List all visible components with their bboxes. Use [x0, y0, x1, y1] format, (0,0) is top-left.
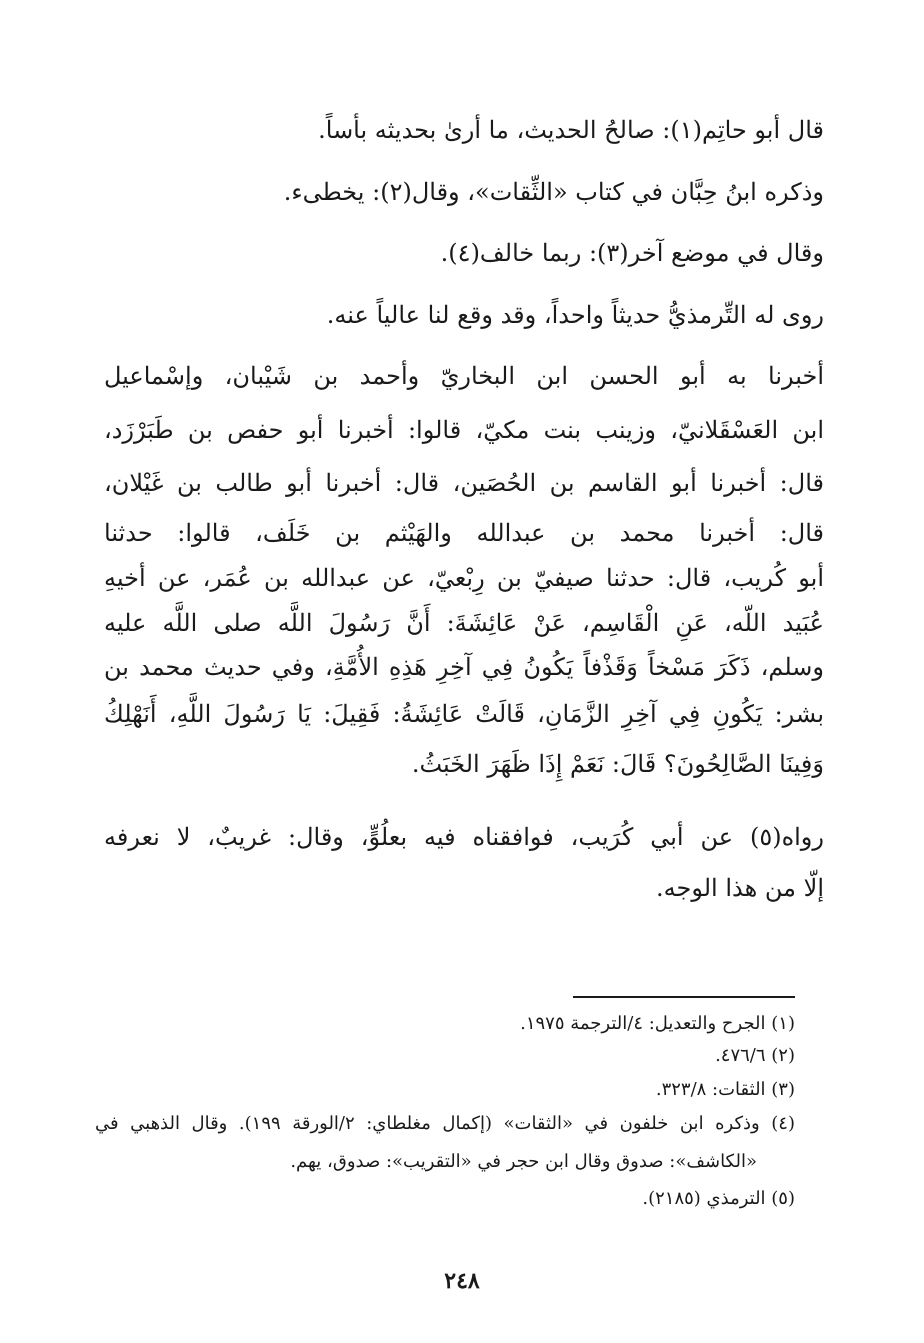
footnote-separator — [573, 996, 795, 998]
body-line-5: أخبرنا به أبو الحسن ابن البخاريّ وأحمد بن شَيْبان، وإسْماعيل — [104, 362, 824, 390]
footnote-4: (٤) وذكره ابن خلفون في «الثقات» (إكمال مغلطاي: ٢/الورقة ١٩٩). وقال الذهبي في — [95, 1113, 795, 1134]
body-line-9: أبو كُريب، قال: حدثنا صيفيّ بن رِبْعيّ، عن عبدالله بن عُمَر، عن أخيهِ — [104, 564, 824, 592]
body-line-4: روى له التِّرمذيُّ حديثاً واحداً، وقد وقع لنا عالياً عنه. — [326, 301, 824, 329]
body-line-11: وسلم، ذَكَرَ مَسْخاً وَقَذْفاً يَكُونُ فِي آخِرِ هَذِهِ الأُمَّةِ، وفي حديث محمد بن — [104, 653, 824, 681]
body-line-8: قال: أخبرنا محمد بن عبدالله والهَيْثم بن خَلَف، قالوا: حدثنا — [104, 519, 824, 547]
footnote-3: (٣) الثقات: ٣٢٣/٨. — [655, 1079, 795, 1100]
footnote-4-continued: «الكاشف»: صدوق وقال ابن حجر في «التقريب»: صدوق، يهم. — [290, 1151, 757, 1172]
body-line-2: وذكره ابنُ حِبَّان في كتاب «الثِّقات»، وقال(٢): يخطىء. — [283, 178, 824, 206]
body-line-10: عُبَيد اللّه، عَنِ الْقَاسِم، عَنْ عَائِشَةَ: أَنَّ رَسُولَ اللَّه صلى اللَّه عليه — [104, 609, 825, 637]
body-line-12: بشر: يَكُونِ فِي آخِرِ الزَّمَانِ، قَالَتْ عَائِشَةُ: فَقِيلَ: يَا رَسُولَ اللَّهِ، أَنَهْلِكُ — [104, 700, 824, 728]
body-line-1: قال أبو حاتِم(١): صالحُ الحديث، ما أرىٰ بحديثه بأساً. — [318, 116, 824, 144]
body-line-3: وقال في موضع آخر(٣): ربما خالف(٤). — [440, 239, 824, 267]
body-line-13: وَفِينَا الصَّالِحُونَ؟ قَالَ: نَعَمْ إِذَا ظَهَرَ الخَبَثُ. — [411, 750, 824, 778]
body-line-7: قال: أخبرنا أبو القاسم بن الحُصَين، قال: أخبرنا أبو طالب بن غَيْلان، — [104, 469, 824, 497]
footnote-2: (٢) ٤٧٦/٦. — [715, 1045, 795, 1066]
body-line-6: ابن العَسْقَلانيّ، وزينب بنت مكيّ، قالوا: أخبرنا أبو حفص بن طَبَرْزَد، — [104, 416, 824, 444]
body-line-14: رواه(٥) عن أبي كُرَيب، فوافقناه فيه بعلُوٍّ، وقال: غريبٌ، لا نعرفه — [104, 823, 824, 851]
body-line-15: إلّا من هذا الوجه. — [656, 874, 824, 902]
footnote-1: (١) الجرح والتعديل: ٤/الترجمة ١٩٧٥. — [520, 1013, 795, 1034]
page-number: ٢٤٨ — [444, 1268, 480, 1294]
footnote-5: (٥) الترمذي (٢١٨٥). — [642, 1188, 795, 1209]
